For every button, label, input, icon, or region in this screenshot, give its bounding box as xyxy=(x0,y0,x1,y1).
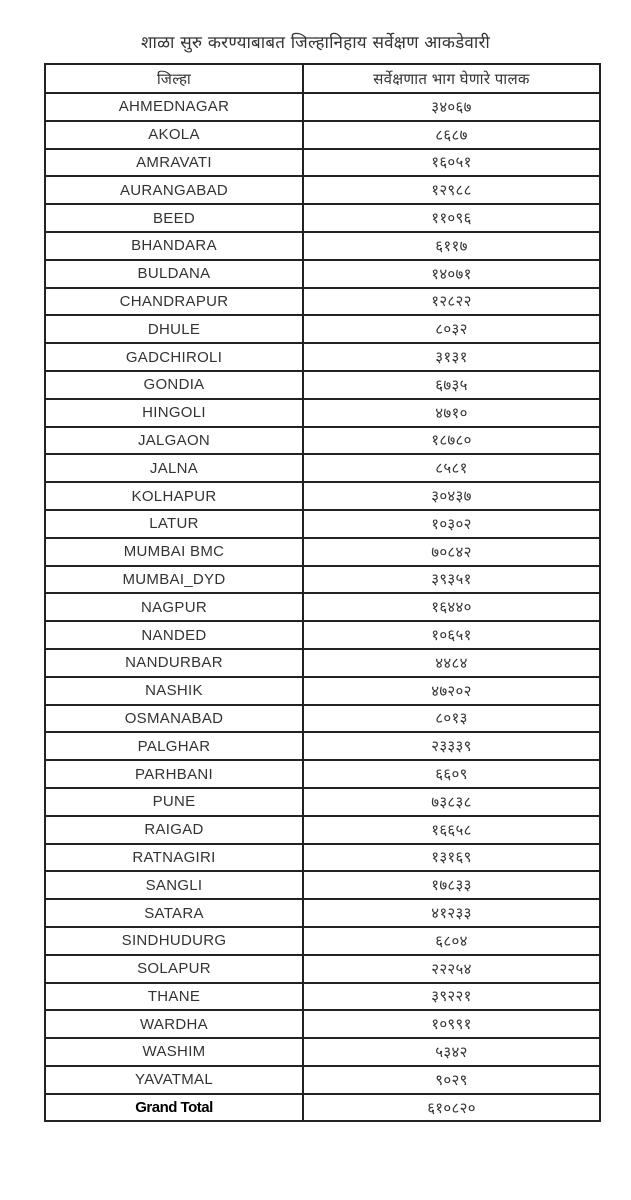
district-cell: YAVATMAL xyxy=(45,1066,303,1094)
table-row xyxy=(45,677,600,705)
district-cell: THANE xyxy=(45,983,303,1011)
district-cell: PUNE xyxy=(45,788,303,816)
table-row xyxy=(45,399,600,427)
parent-count-cell: ३४०६७ xyxy=(303,93,600,121)
district-cell: BHANDARA xyxy=(45,232,303,260)
table-row xyxy=(45,427,600,455)
grand-total-label: Grand Total xyxy=(45,1094,303,1122)
parent-count-cell: ४७२०२ xyxy=(303,677,600,705)
district-cell: RATNAGIRI xyxy=(45,844,303,872)
parent-count-cell: ८५८१ xyxy=(303,454,600,482)
parent-count-cell: ६६०९ xyxy=(303,760,600,788)
district-cell: LATUR xyxy=(45,510,303,538)
district-cell: NASHIK xyxy=(45,677,303,705)
parent-count-cell: ३९२२१ xyxy=(303,983,600,1011)
district-cell: NAGPUR xyxy=(45,593,303,621)
district-cell: MUMBAI BMC xyxy=(45,538,303,566)
district-cell: PARHBANI xyxy=(45,760,303,788)
table-row xyxy=(45,343,600,371)
table-body xyxy=(45,93,600,1094)
table-row xyxy=(45,649,600,677)
parent-count-cell: ९०२९ xyxy=(303,1066,600,1094)
parent-count-cell: ७०८४२ xyxy=(303,538,600,566)
district-cell: JALNA xyxy=(45,454,303,482)
district-cell: HINGOLI xyxy=(45,399,303,427)
parent-count-cell: १४०७१ xyxy=(303,260,600,288)
parent-count-cell: ३०४३७ xyxy=(303,482,600,510)
parent-count-cell: ८६८७ xyxy=(303,121,600,149)
district-cell: SANGLI xyxy=(45,871,303,899)
parent-count-cell: १२८२२ xyxy=(303,288,600,316)
table-row xyxy=(45,705,600,733)
table-row xyxy=(45,1010,600,1038)
parent-count-cell: ४४८४ xyxy=(303,649,600,677)
table-header-row xyxy=(45,64,600,93)
table-row xyxy=(45,1066,600,1094)
parent-count-cell: ३९३५१ xyxy=(303,566,600,594)
table-row xyxy=(45,1038,600,1066)
district-cell: GONDIA xyxy=(45,371,303,399)
district-cell: DHULE xyxy=(45,315,303,343)
survey-table xyxy=(44,63,601,1122)
table-row xyxy=(45,510,600,538)
parent-count-cell: ३१३१ xyxy=(303,343,600,371)
table-row xyxy=(45,593,600,621)
table-row xyxy=(45,93,600,121)
table-row xyxy=(45,844,600,872)
table-row xyxy=(45,816,600,844)
district-cell: OSMANABAD xyxy=(45,705,303,733)
parent-count-cell: ६११७ xyxy=(303,232,600,260)
table-row xyxy=(45,732,600,760)
parent-count-cell: १८७८० xyxy=(303,427,600,455)
parent-count-cell: १०३०२ xyxy=(303,510,600,538)
parent-count-cell: ११०९६ xyxy=(303,204,600,232)
parent-count-cell: ४१२३३ xyxy=(303,899,600,927)
district-cell: KOLHAPUR xyxy=(45,482,303,510)
table-row xyxy=(45,149,600,177)
parent-count-cell: १७८३३ xyxy=(303,871,600,899)
district-cell: CHANDRAPUR xyxy=(45,288,303,316)
parent-count-cell: ६८०४ xyxy=(303,927,600,955)
district-cell: SOLAPUR xyxy=(45,955,303,983)
table-row xyxy=(45,176,600,204)
parents-column-header: सर्वेक्षणात भाग घेणारे पालक xyxy=(303,64,600,93)
table-row xyxy=(45,871,600,899)
table-row xyxy=(45,371,600,399)
parent-count-cell: १६०५१ xyxy=(303,149,600,177)
table-row xyxy=(45,955,600,983)
district-column-header: जिल्हा xyxy=(45,64,303,93)
parent-count-cell: २३३३९ xyxy=(303,732,600,760)
table-row xyxy=(45,260,600,288)
district-cell: AURANGABAD xyxy=(45,176,303,204)
grand-total-value: ६१०८२० xyxy=(303,1094,600,1122)
district-cell: WASHIM xyxy=(45,1038,303,1066)
parent-count-cell: १०६५१ xyxy=(303,621,600,649)
parent-count-cell: ८०३२ xyxy=(303,315,600,343)
table-row xyxy=(45,566,600,594)
page-title: शाळा सुरु करण्याबाबत जिल्हानिहाय सर्वेक्षण आकडेवारी xyxy=(140,33,491,53)
table-row xyxy=(45,315,600,343)
parent-count-cell: १६४४० xyxy=(303,593,600,621)
table-row xyxy=(45,454,600,482)
district-cell: WARDHA xyxy=(45,1010,303,1038)
parent-count-cell: १०९९१ xyxy=(303,1010,600,1038)
table-row xyxy=(45,788,600,816)
district-cell: SATARA xyxy=(45,899,303,927)
district-cell: AHMEDNAGAR xyxy=(45,93,303,121)
parent-count-cell: २२२५४ xyxy=(303,955,600,983)
table-row xyxy=(45,538,600,566)
parent-count-cell: ६७३५ xyxy=(303,371,600,399)
table-row xyxy=(45,288,600,316)
district-cell: PALGHAR xyxy=(45,732,303,760)
district-cell: GADCHIROLI xyxy=(45,343,303,371)
grand-total-row xyxy=(45,1094,600,1122)
parent-count-cell: ४७१० xyxy=(303,399,600,427)
table-row xyxy=(45,983,600,1011)
district-cell: BEED xyxy=(45,204,303,232)
table-row xyxy=(45,899,600,927)
district-cell: MUMBAI_DYD xyxy=(45,566,303,594)
parent-count-cell: १३१६९ xyxy=(303,844,600,872)
table-row xyxy=(45,927,600,955)
table-row xyxy=(45,121,600,149)
district-cell: BULDANA xyxy=(45,260,303,288)
parent-count-cell: ८०१३ xyxy=(303,705,600,733)
district-cell: RAIGAD xyxy=(45,816,303,844)
district-cell: NANDED xyxy=(45,621,303,649)
parent-count-cell: १२९८८ xyxy=(303,176,600,204)
table-row xyxy=(45,482,600,510)
table-row xyxy=(45,621,600,649)
district-cell: SINDHUDURG xyxy=(45,927,303,955)
district-cell: AMRAVATI xyxy=(45,149,303,177)
table-row xyxy=(45,232,600,260)
parent-count-cell: १६६५८ xyxy=(303,816,600,844)
district-cell: NANDURBAR xyxy=(45,649,303,677)
table-row xyxy=(45,760,600,788)
district-cell: JALGAON xyxy=(45,427,303,455)
parent-count-cell: ५३४२ xyxy=(303,1038,600,1066)
table-row xyxy=(45,204,600,232)
district-cell: AKOLA xyxy=(45,121,303,149)
parent-count-cell: ७३८३८ xyxy=(303,788,600,816)
